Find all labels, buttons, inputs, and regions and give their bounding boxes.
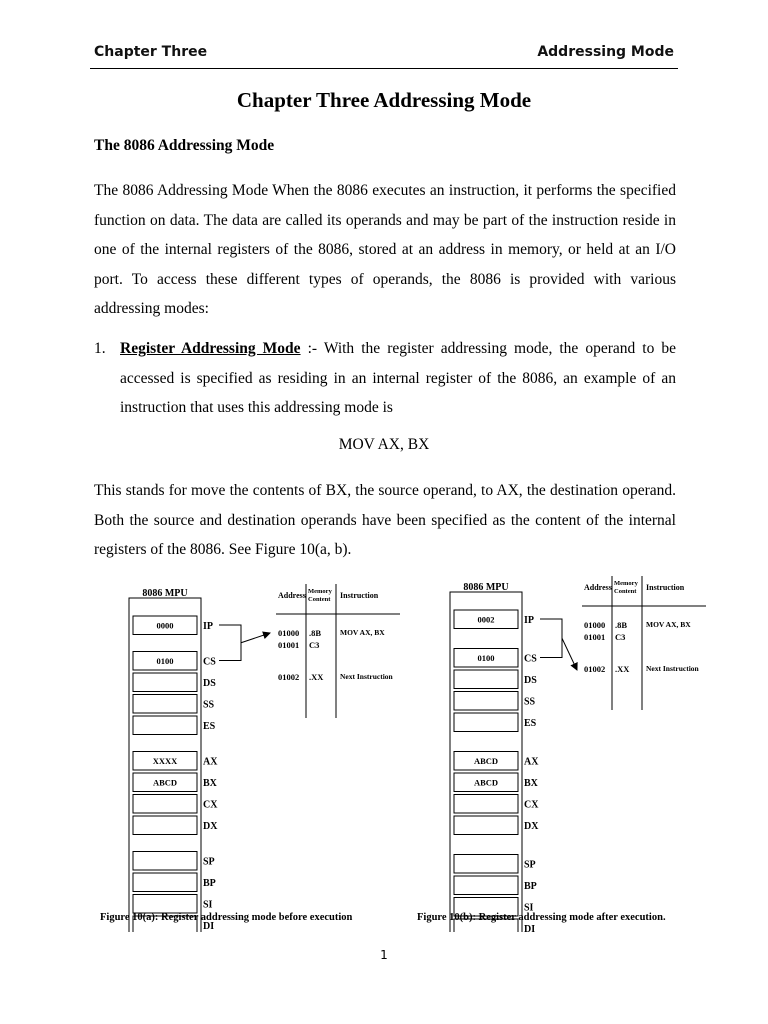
register-name: DX bbox=[203, 821, 218, 832]
memory-instruction: Next Instruction bbox=[646, 664, 699, 673]
register-name: IP bbox=[524, 615, 534, 626]
memory-instruction: MOV AX, BX bbox=[340, 628, 385, 637]
section-heading: The 8086 Addressing Mode bbox=[94, 137, 275, 154]
list-item-body bbox=[120, 334, 676, 423]
address-arrow bbox=[562, 638, 577, 670]
register-name: SI bbox=[203, 899, 213, 911]
register-name: ES bbox=[524, 718, 537, 729]
memory-header-content: Content bbox=[308, 596, 331, 603]
register-value: 0100 bbox=[477, 653, 495, 663]
memory-address: 01001 bbox=[278, 640, 300, 650]
memory-content: .8B bbox=[615, 620, 628, 630]
memory-address: 01000 bbox=[584, 620, 606, 630]
header-chapter: Chapter Three bbox=[94, 44, 208, 60]
register-box bbox=[133, 852, 197, 871]
intro-paragraph: The 8086 Addressing Mode When the 8086 executes an instruction, it performs the specified function on data. The data are called its operands and may be part of the instruction reside in one of the internal registers of the 8086, stored at an address in memory, or held at an I/O port. To access these different types of operands, the 8086 is provided with various addressing modes: bbox=[94, 182, 676, 317]
register-name: CS bbox=[524, 653, 537, 665]
register-name: CX bbox=[524, 799, 539, 811]
list-item-separator: :- bbox=[300, 340, 318, 357]
register-name: AX bbox=[524, 756, 539, 768]
address-arrow bbox=[241, 633, 270, 643]
memory-address: 01002 bbox=[584, 664, 606, 674]
register-name: ES bbox=[203, 721, 216, 732]
register-box bbox=[133, 695, 197, 714]
code-example: MOV AX, BX bbox=[338, 436, 430, 453]
register-box bbox=[454, 670, 518, 689]
register-name: SS bbox=[203, 699, 215, 711]
register-value: 0100 bbox=[156, 656, 174, 666]
register-box bbox=[133, 795, 197, 814]
register-addressing-figures bbox=[94, 574, 706, 932]
page-title: Chapter Three Addressing Mode bbox=[236, 88, 532, 112]
register-name: SP bbox=[203, 856, 215, 868]
figure-caption: Figure 10(a): Register addressing mode before execution bbox=[100, 912, 353, 923]
address-bracket bbox=[219, 625, 241, 661]
register-box bbox=[454, 816, 518, 835]
page-number: 1 bbox=[380, 948, 388, 962]
register-value: 0000 bbox=[156, 620, 174, 631]
memory-header-content: Memory bbox=[308, 588, 332, 595]
register-value: 0002 bbox=[477, 614, 495, 625]
register-box bbox=[454, 795, 518, 814]
register-box bbox=[454, 713, 518, 732]
memory-header-instruction: Instruction bbox=[646, 583, 685, 592]
memory-content: .XX bbox=[615, 664, 630, 674]
memory-address: 01002 bbox=[278, 672, 300, 682]
register-name: SS bbox=[524, 696, 536, 708]
memory-address: 01000 bbox=[278, 628, 300, 638]
register-box bbox=[133, 873, 197, 892]
register-box bbox=[133, 716, 197, 735]
register-value: XXXX bbox=[152, 756, 178, 766]
register-name: BX bbox=[203, 778, 217, 789]
register-name: DI bbox=[524, 924, 536, 932]
figure-caption: Figure 10(b): Register addressing mode after execution. bbox=[417, 912, 666, 923]
list-item bbox=[94, 334, 676, 423]
address-bracket bbox=[540, 619, 562, 658]
register-box bbox=[133, 895, 197, 914]
register-name: BP bbox=[524, 881, 537, 892]
memory-content: C3 bbox=[615, 632, 626, 642]
memory-address: 01001 bbox=[584, 632, 606, 642]
list-number: 1. bbox=[94, 340, 106, 357]
register-box bbox=[454, 692, 518, 711]
register-box bbox=[133, 673, 197, 692]
register-name: SP bbox=[524, 859, 536, 871]
header-rule bbox=[90, 68, 678, 69]
register-name: IP bbox=[203, 621, 213, 632]
memory-header-address: Address bbox=[278, 591, 306, 600]
list-item-text: With the register addressing mode, the operand to be accessed is specified as residing in an internal register of the 8086, an example of an instruction that uses this addressing mode is bbox=[120, 340, 677, 416]
register-name: CS bbox=[203, 656, 216, 668]
memory-instruction: MOV AX, BX bbox=[646, 620, 691, 629]
register-name: AX bbox=[203, 756, 218, 768]
register-name: BP bbox=[203, 878, 216, 889]
register-box bbox=[454, 876, 518, 895]
memory-header-content: Content bbox=[614, 588, 637, 595]
register-value: ABCD bbox=[473, 777, 499, 788]
register-name: CX bbox=[203, 799, 218, 811]
register-value: ABCD bbox=[152, 777, 178, 788]
register-value: ABCD bbox=[473, 756, 499, 766]
explanation-paragraph: This stands for move the contents of BX, the source operand, to AX, the destination operand. Both the source and destination operands have been specified as the content of the internal registers of the 8086. See Figure 10(a, b). bbox=[94, 482, 676, 558]
register-name: BX bbox=[524, 778, 538, 789]
memory-header-content: Memory bbox=[614, 580, 638, 587]
list-item-term: Register Addressing Mode bbox=[120, 340, 301, 357]
memory-content: .8B bbox=[309, 628, 322, 638]
memory-content: .XX bbox=[309, 672, 324, 682]
register-name: DX bbox=[524, 821, 539, 832]
running-header bbox=[94, 44, 674, 66]
memory-content: C3 bbox=[309, 640, 320, 650]
register-box bbox=[133, 816, 197, 835]
register-box bbox=[454, 855, 518, 874]
register-name: SI bbox=[524, 902, 534, 914]
memory-header-address: Address bbox=[584, 583, 612, 592]
figure-panel bbox=[94, 574, 706, 932]
mpu-label: 8086 MPU bbox=[142, 588, 188, 599]
mpu-label: 8086 MPU bbox=[463, 582, 509, 593]
register-name: DS bbox=[203, 678, 216, 689]
register-name: DI bbox=[203, 921, 215, 932]
register-name: DS bbox=[524, 675, 537, 686]
memory-instruction: Next Instruction bbox=[340, 672, 393, 681]
memory-header-instruction: Instruction bbox=[340, 591, 379, 600]
header-topic: Addressing Mode bbox=[537, 44, 674, 60]
